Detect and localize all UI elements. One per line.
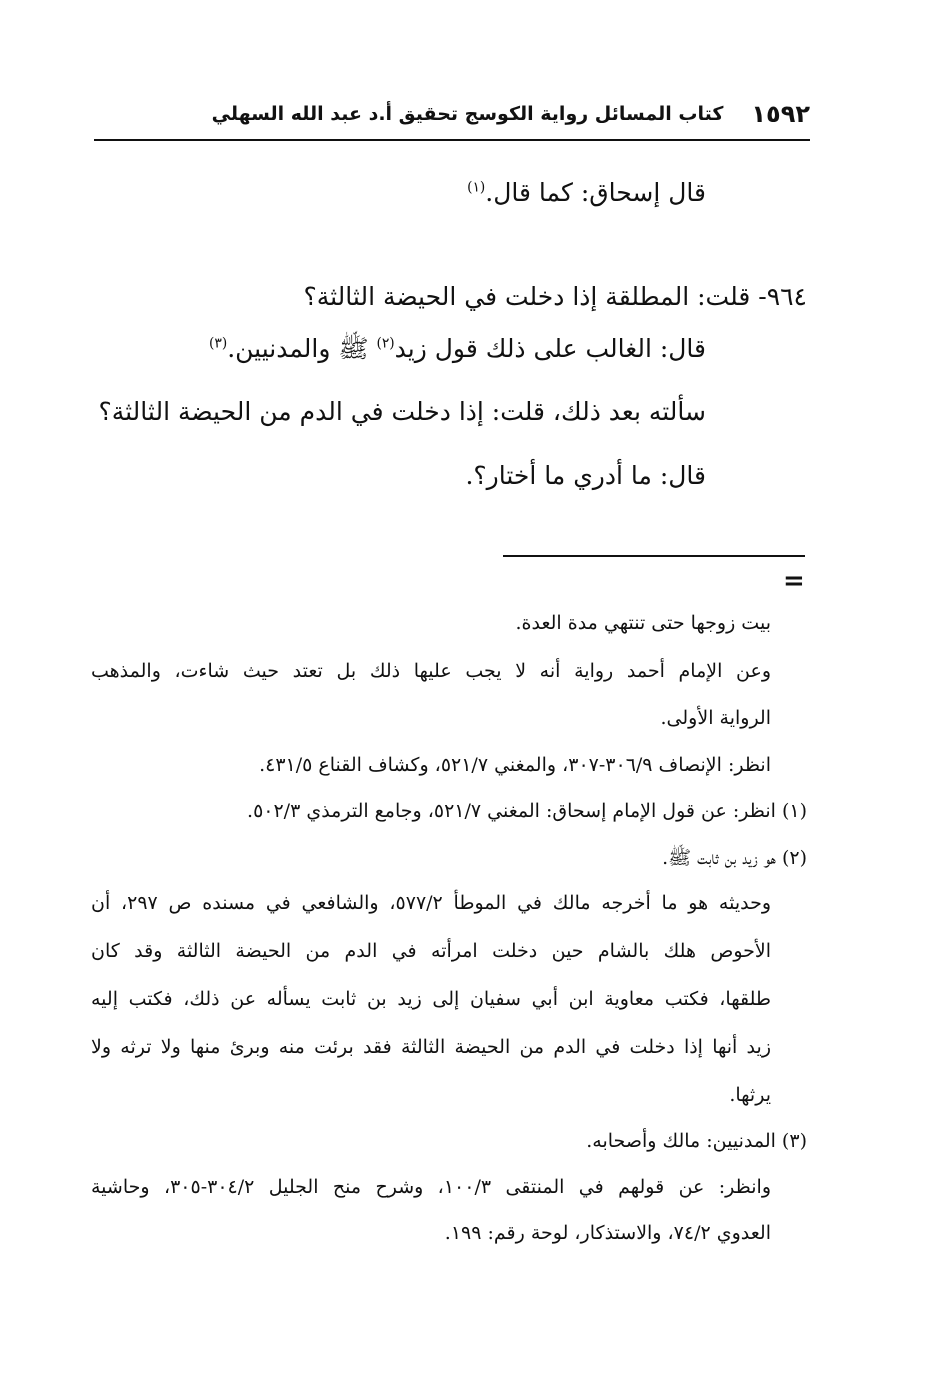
footnote-2-line-5 <box>729 1084 771 1106</box>
main-line-5 <box>465 461 706 490</box>
footnote-3-text: (٣) المدنيين: مالك وأصحابه. <box>586 1130 807 1152</box>
page-header <box>92 92 810 136</box>
footnote-2-line-3 <box>91 988 771 1010</box>
footnote-separator <box>503 555 805 557</box>
footnote-cont-line-4 <box>259 754 771 776</box>
main-line-3 <box>209 333 706 370</box>
footnote-cont-line-2 <box>91 660 771 682</box>
footnote-2-line-2-text: الأحوص هلك بالشام حين دخلت امرأته في الدم من الحيضة الثالثة وقد كان <box>91 940 771 962</box>
main-line-3-text-a: قال: الغالب على ذلك قول زيد <box>394 334 706 363</box>
footnote-ref-3: (٣) <box>209 335 228 352</box>
question-964-text: ٩٦٤- قلت: المطلقة إذا دخلت في الحيضة الثالثة؟ <box>303 282 807 311</box>
footnote-3-line-2-text: العدوي ٧٤/٢، والاستذكار، لوحة رقم: ١٩٩. <box>444 1222 771 1244</box>
footnote-2-line-2 <box>91 940 771 962</box>
main-line-1 <box>467 178 706 207</box>
footnote-2-line-3-text: طلقها، فكتب معاوية ابن أبي سفيان إلى زيد بن ثابت يسأله عن ذلك، فكتب إليه <box>91 988 771 1010</box>
question-964 <box>303 282 807 311</box>
main-line-1-text: قال إسحاق: كما قال. <box>485 178 706 207</box>
footnote-2 <box>662 846 807 874</box>
footnote-3-line-2 <box>445 1222 771 1244</box>
page-number: ١٥٩٢ <box>751 100 810 128</box>
footnote-2-line-5-text: يرثها. <box>729 1084 771 1106</box>
footnote-1 <box>247 800 807 822</box>
main-line-4 <box>98 397 706 426</box>
main-line-3-text-b: ﷺ والمدنيين. <box>227 334 377 363</box>
main-line-5-text: قال: ما أدري ما أختار؟. <box>465 461 706 490</box>
footnote-2-line-4 <box>91 1036 771 1058</box>
footnote-cont-line-4-text: انظر: الإنصاف ٣٠٦/٩-٣٠٧، والمغني ٥٢١/٧، وكشاف القناع ٤٣١/٥. <box>259 754 771 776</box>
running-title: كتاب المسائل رواية الكوسج تحقيق أ.د عبد الله السهلي <box>211 103 724 125</box>
continuation-mark: = <box>783 566 805 596</box>
footnote-3 <box>586 1130 807 1152</box>
footnote-cont-line-3-text: الرواية الأولى. <box>660 707 771 729</box>
footnote-3-line-1 <box>91 1176 771 1198</box>
footnote-cont-line-1 <box>516 612 772 634</box>
footnote-cont-line-1-text: بيت زوجها حتى تنتهي مدة العدة. <box>515 612 771 634</box>
footnote-2-line-1-text: وحديثه هو ما أخرجه مالك في الموطأ ٥٧٧/٢، والشافعي في مسنده ص ٢٩٧، أن <box>91 892 771 914</box>
footnote-3-line-1-text: وانظر: عن قولهم في المنتقى ١٠٠/٣، وشرح منح الجليل ٣٠٤/٢-٣٠٥، وحاشية <box>91 1176 771 1198</box>
footnote-ref-2: (٢) <box>376 335 395 352</box>
footnote-cont-line-3 <box>661 707 771 729</box>
footnote-2-text: (٢) هو زيد بن ثابت ﷺ. <box>662 847 807 869</box>
footnote-1-text: (١) انظر: عن قول الإمام إسحاق: المغني ٥٢١/٧، وجامع الترمذي ٥٠٢/٣. <box>247 800 807 822</box>
footnote-cont-line-2-text: وعن الإمام أحمد رواية أنه لا يجب عليها ذلك بل تعتد حيث شاءت، والمذهب <box>91 660 771 682</box>
header-divider <box>94 139 810 141</box>
main-line-4-text: سألته بعد ذلك، قلت: إذا دخلت في الدم من الحيضة الثالثة؟ <box>98 397 706 426</box>
footnote-ref-1: (١) <box>467 179 486 196</box>
footnote-2-line-1 <box>91 892 771 914</box>
footnote-2-line-4-text: زيد أنها إذا دخلت في الدم من الحيضة الثالثة فقد برئت منه وبرئ منها ولا ترثه ولا <box>91 1036 771 1058</box>
